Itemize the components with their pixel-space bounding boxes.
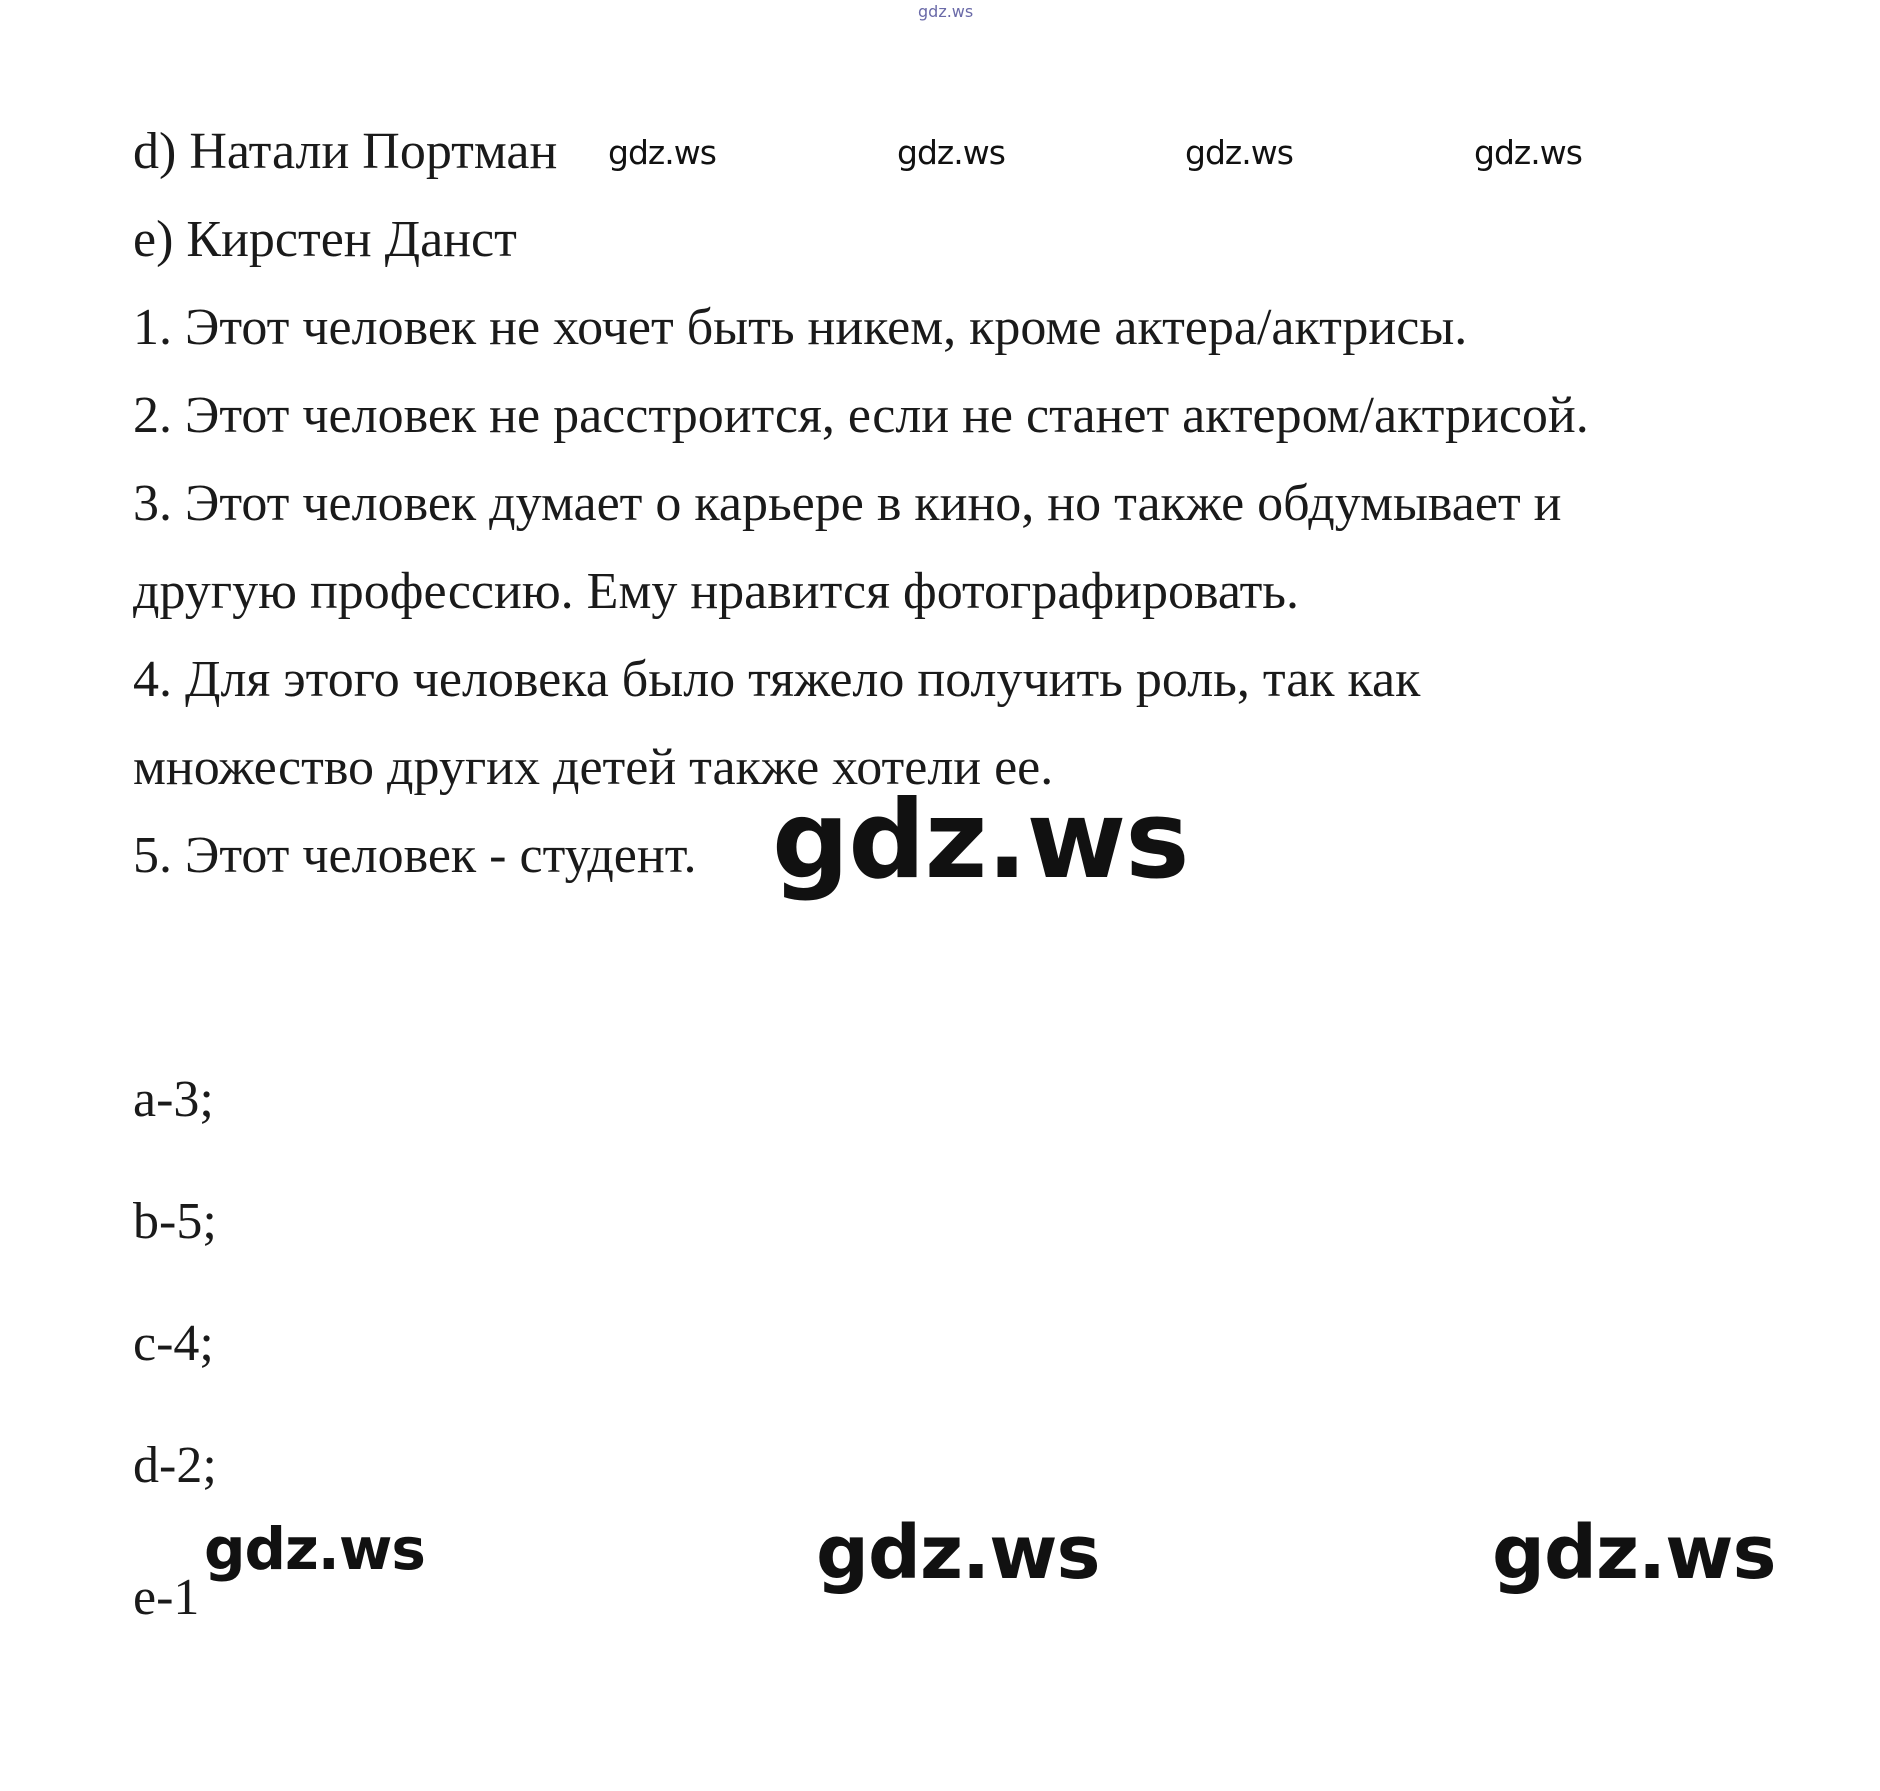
statement-5: 5. Этот человек - студент.	[133, 827, 697, 884]
answer-c: c-4;	[133, 1315, 214, 1372]
statement-3-line-2: другую профессию. Ему нравится фотографировать.	[133, 563, 1300, 620]
item-d: d) Натали Портман	[133, 123, 558, 180]
watermark-bottom-center: gdz.ws	[816, 1510, 1100, 1596]
statement-1: 1. Этот человек не хочет быть никем, кроме актера/актрисы.	[133, 299, 1468, 356]
watermark-top: gdz.ws	[918, 2, 974, 21]
watermark-row1-1: gdz.ws	[608, 133, 716, 172]
answer-d: d-2;	[133, 1437, 217, 1494]
watermark-bottom-right: gdz.ws	[1492, 1510, 1776, 1596]
statement-2: 2. Этот человек не расстроится, если не станет актером/актрисой.	[133, 387, 1589, 444]
watermark-row1-2: gdz.ws	[897, 133, 1005, 172]
item-e: e) Кирстен Данст	[133, 211, 517, 268]
answer-b: b-5;	[133, 1193, 217, 1250]
watermark-center-large: gdz.ws	[772, 778, 1189, 903]
watermark-row1-3: gdz.ws	[1185, 133, 1293, 172]
statement-3-line-1: 3. Этот человек думает о карьере в кино, но также обдумывает и	[133, 475, 1562, 532]
watermark-bottom-left: gdz.ws	[204, 1515, 425, 1583]
answer-a: a-3;	[133, 1071, 214, 1128]
watermark-row1-4: gdz.ws	[1474, 133, 1582, 172]
statement-4-line-1: 4. Для этого человека было тяжело получить роль, так как	[133, 651, 1421, 708]
answer-e: e-1	[133, 1569, 200, 1626]
statement-4-line-2: множество других детей также хотели ее.	[133, 739, 1054, 796]
